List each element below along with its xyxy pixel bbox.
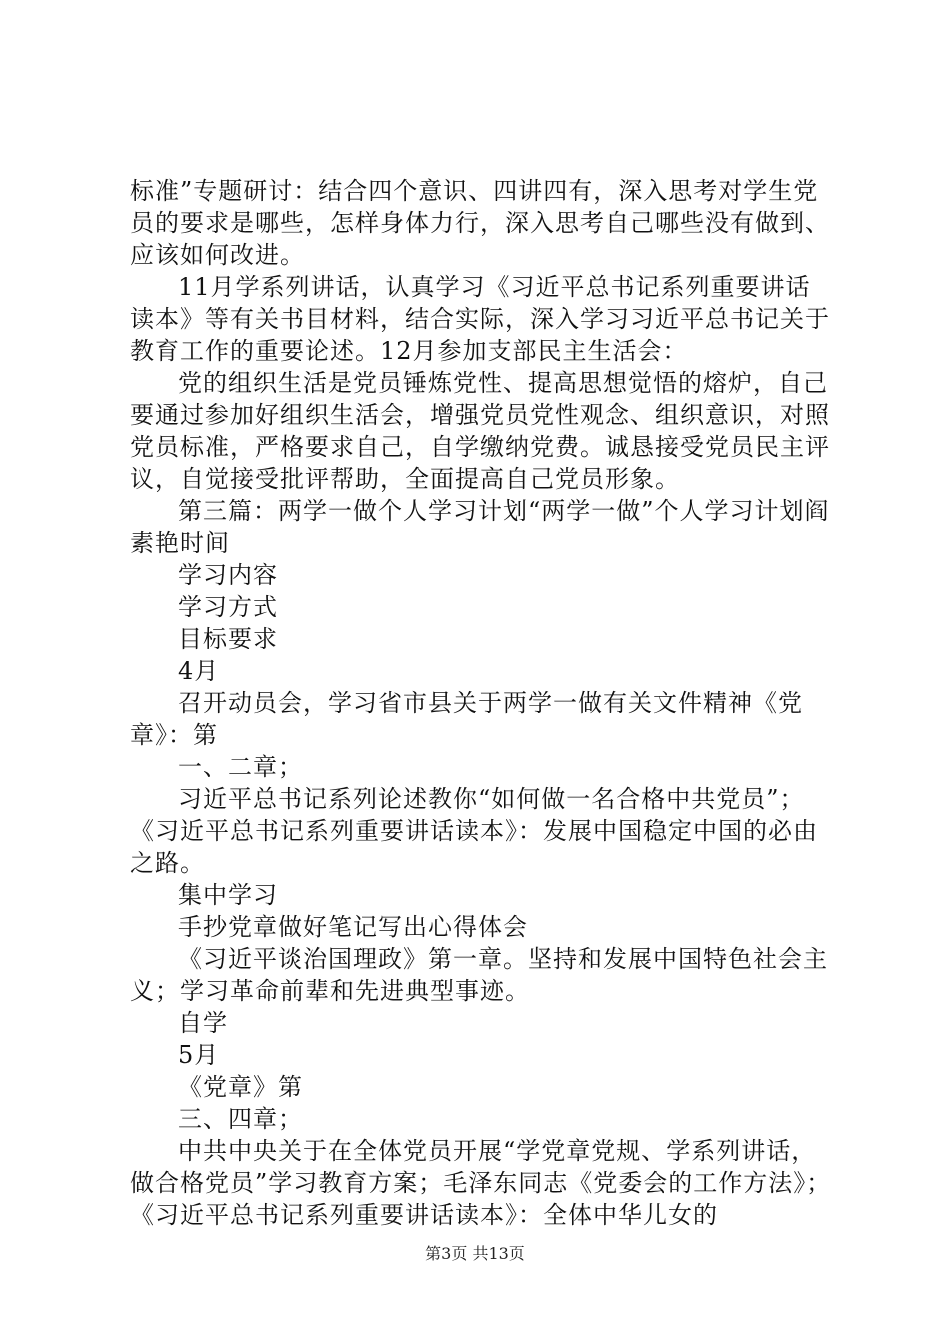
- paragraph: 一、二章；: [178, 753, 303, 781]
- paragraph: 手抄党章做好笔记写出心得体会: [178, 913, 528, 941]
- paragraph: 自学: [178, 1009, 228, 1037]
- paragraph: 召开动员会，学习省市县关于两学一做有关文件精神《党章》：第: [130, 689, 803, 749]
- paragraph: 中共中央关于在全体党员开展“学党章党规、学系列讲话，做合格党员”学习教育方案；毛泽东同志《党委会的工作方法》；《习近平总书记系列重要讲话读本》：全体中华儿女的: [130, 1137, 832, 1229]
- paragraph: 5月: [178, 1041, 220, 1069]
- paragraph: 《党章》第: [178, 1073, 303, 1101]
- paragraph: 习近平总书记系列论述教你“如何做一名合格中共党员”；《习近平总书记系列重要讲话读本》：发展中国稳定中国的必由之路。: [130, 785, 818, 877]
- paragraph: 党的组织生活是党员锤炼党性、提高思想觉悟的熔炉，自己要通过参加好组织生活会，增强党员党性观念、组织意识，对照党员标准，严格要求自己，自学缴纳党费。诚恳接受党员民主评议，自觉接受批评帮助，全面提高自己党员形象。: [130, 369, 830, 493]
- paragraph: 《习近平谈治国理政》第一章。坚持和发展中国特色社会主义；学习革命前辈和先进典型事迹。: [130, 945, 828, 1005]
- paragraph: 集中学习: [178, 881, 278, 909]
- paragraph: 11月学系列讲话，认真学习《习近平总书记系列重要讲话读本》等有关书目材料，结合实际，深入学习习近平总书记关于教育工作的重要论述。12月参加支部民主生活会：: [130, 273, 830, 365]
- document-body: [130, 175, 835, 1231]
- paragraph: 标准”专题研讨：结合四个意识、四讲四有，深入思考对学生党员的要求是哪些，怎样身体力行，深入思考自己哪些没有做到、应该如何改进。: [130, 177, 830, 269]
- paragraph: 目标要求: [178, 625, 278, 653]
- paragraph: 三、四章；: [178, 1105, 303, 1133]
- page-footer: 第3页 共13页: [425, 1244, 525, 1263]
- paragraph: 第三篇：两学一做个人学习计划“两学一做”个人学习计划阎素艳时间: [130, 497, 830, 557]
- paragraph: 学习方式: [178, 593, 278, 621]
- paragraph: 学习内容: [178, 561, 278, 589]
- paragraph: 4月: [178, 657, 220, 685]
